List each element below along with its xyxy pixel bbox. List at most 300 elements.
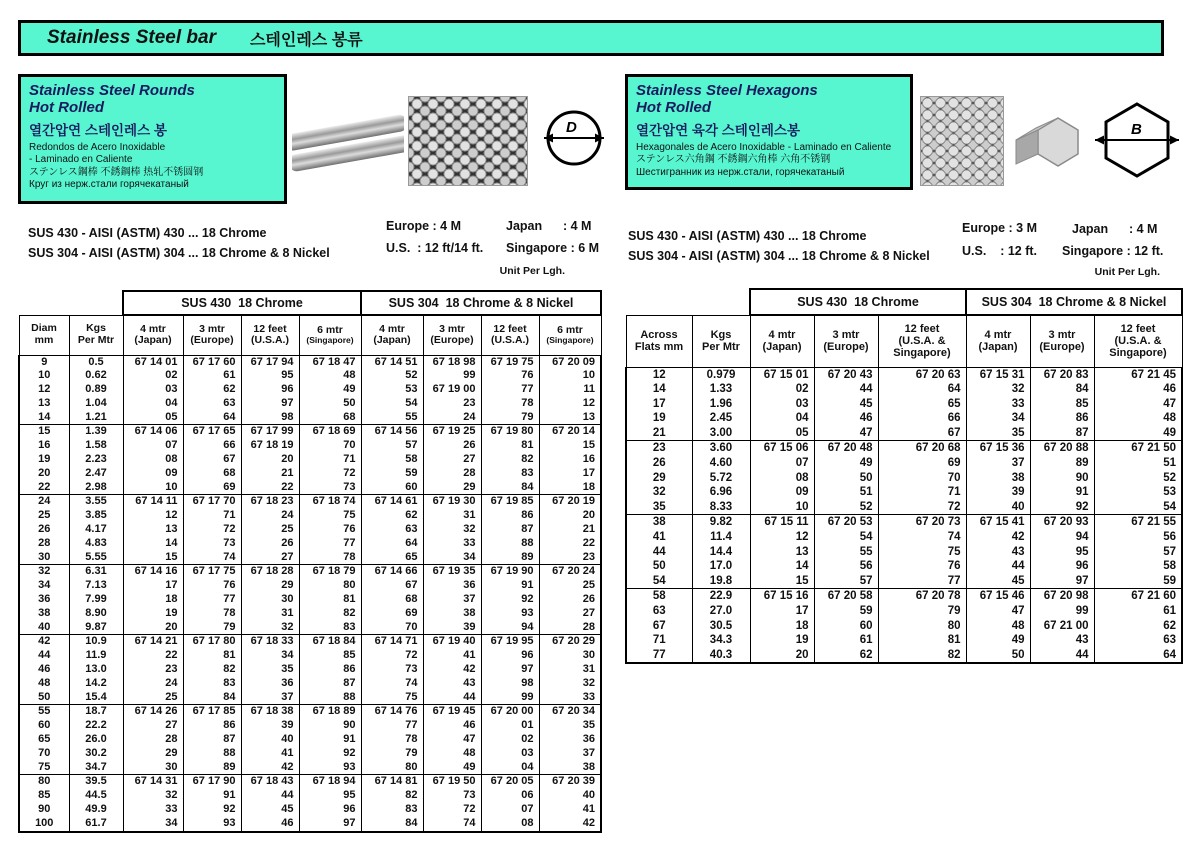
code-cell: 71 xyxy=(183,509,241,523)
code-cell: 19 xyxy=(750,633,814,648)
code-cell: 98 xyxy=(241,411,299,425)
diameter-letter: D xyxy=(566,119,577,136)
code-cell: 66 xyxy=(183,439,241,453)
code-cell: 67 17 70 xyxy=(183,495,241,509)
code-cell: 08 xyxy=(481,817,539,832)
code-cell: 67 15 41 xyxy=(966,515,1030,530)
hex-length-japan: Japan : 4 M xyxy=(1072,222,1158,236)
table-row xyxy=(626,456,1182,471)
code-cell: 67 18 89 xyxy=(299,705,361,719)
size-cell: 41 xyxy=(626,530,692,545)
code-cell: 53 xyxy=(1094,485,1182,500)
code-cell: 15 xyxy=(750,574,814,589)
code-cell: 55 xyxy=(361,411,423,425)
code-cell: 64 xyxy=(1094,648,1182,664)
code-cell: 33 xyxy=(423,537,481,551)
code-cell: 45 xyxy=(241,803,299,817)
code-cell: 95 xyxy=(241,369,299,383)
rounds-price-table xyxy=(18,290,602,833)
code-cell: 73 xyxy=(423,789,481,803)
code-cell: 35 xyxy=(241,663,299,677)
code-cell: 67 20 98 xyxy=(1030,589,1094,604)
code-cell: 87 xyxy=(481,523,539,537)
code-cell: 68 xyxy=(299,411,361,425)
header-blank xyxy=(19,291,123,315)
code-cell: 34 xyxy=(423,551,481,565)
weight-cell: 10.9 xyxy=(69,635,123,649)
code-cell: 28 xyxy=(123,733,183,747)
table-row xyxy=(19,593,601,607)
code-cell: 67 18 98 xyxy=(423,355,481,369)
table-row xyxy=(19,789,601,803)
code-cell: 22 xyxy=(539,537,601,551)
code-cell: 60 xyxy=(814,619,878,634)
code-cell: 67 18 43 xyxy=(241,775,299,789)
weight-cell: 1.21 xyxy=(69,411,123,425)
code-cell: 54 xyxy=(361,397,423,411)
code-cell: 33 xyxy=(539,691,601,705)
code-cell: 11 xyxy=(539,383,601,397)
code-cell: 91 xyxy=(1030,485,1094,500)
table-row xyxy=(19,761,601,775)
code-cell: 34 xyxy=(123,817,183,832)
weight-cell: 1.33 xyxy=(692,382,750,397)
code-cell: 67 20 93 xyxy=(1030,515,1094,530)
code-cell: 54 xyxy=(1094,500,1182,515)
code-cell: 70 xyxy=(878,471,966,486)
size-cell: 67 xyxy=(626,619,692,634)
code-cell: 77 xyxy=(481,383,539,397)
code-cell: 02 xyxy=(750,382,814,397)
rounds-title-kr: 열간압연 스테인레스 봉 xyxy=(29,122,167,138)
rounds-line-es2: - Laminado en Caliente xyxy=(29,154,133,165)
code-cell: 65 xyxy=(361,551,423,565)
code-cell: 51 xyxy=(1094,456,1182,471)
code-cell: 31 xyxy=(423,509,481,523)
code-cell: 67 19 80 xyxy=(481,425,539,439)
table-row xyxy=(626,559,1182,574)
code-cell: 67 20 34 xyxy=(539,705,601,719)
code-cell: 03 xyxy=(123,383,183,397)
code-cell: 10 xyxy=(750,500,814,515)
code-cell: 28 xyxy=(423,467,481,481)
code-cell: 67 20 24 xyxy=(539,565,601,579)
code-cell: 42 xyxy=(539,817,601,832)
code-cell: 77 xyxy=(183,593,241,607)
code-cell: 95 xyxy=(299,789,361,803)
code-cell: 72 xyxy=(423,803,481,817)
code-cell: 20 xyxy=(123,621,183,635)
code-cell: 67 14 21 xyxy=(123,635,183,649)
code-cell: 67 20 83 xyxy=(1030,367,1094,382)
code-cell: 67 21 00 xyxy=(1030,619,1094,634)
code-cell: 78 xyxy=(481,397,539,411)
code-cell: 23 xyxy=(539,551,601,565)
hex-bar-bundle-photo xyxy=(920,96,1004,186)
code-cell: 74 xyxy=(423,817,481,832)
size-cell: 44 xyxy=(626,545,692,560)
weight-cell: 13.0 xyxy=(69,663,123,677)
code-cell: 67 21 50 xyxy=(1094,441,1182,456)
column-header: Diam mm xyxy=(19,315,69,355)
weight-cell: 44.5 xyxy=(69,789,123,803)
column-header: 3 mtr (Europe) xyxy=(814,315,878,367)
weight-cell: 22.2 xyxy=(69,719,123,733)
code-cell: 67 17 65 xyxy=(183,425,241,439)
size-cell: 20 xyxy=(19,467,69,481)
code-cell: 37 xyxy=(423,593,481,607)
hex-bar-photo xyxy=(1010,102,1082,182)
code-cell: 09 xyxy=(123,467,183,481)
code-cell: 46 xyxy=(423,719,481,733)
size-cell: 30 xyxy=(19,551,69,565)
size-cell: 54 xyxy=(626,574,692,589)
table-row xyxy=(19,425,601,439)
size-cell: 32 xyxy=(626,485,692,500)
code-cell: 24 xyxy=(423,411,481,425)
code-cell: 67 15 31 xyxy=(966,367,1030,382)
size-cell: 34 xyxy=(19,579,69,593)
code-cell: 81 xyxy=(481,439,539,453)
code-cell: 49 xyxy=(1094,426,1182,441)
weight-cell: 2.45 xyxy=(692,411,750,426)
code-cell: 71 xyxy=(878,485,966,500)
code-cell: 44 xyxy=(1030,648,1094,664)
code-cell: 49 xyxy=(814,456,878,471)
code-cell: 67 14 76 xyxy=(361,705,423,719)
code-cell: 43 xyxy=(423,677,481,691)
code-cell: 53 xyxy=(361,383,423,397)
code-cell: 67 xyxy=(183,453,241,467)
code-cell: 67 18 38 xyxy=(241,705,299,719)
hex-subtitle: Hot Rolled xyxy=(636,99,711,117)
code-cell: 22 xyxy=(241,481,299,495)
code-cell: 09 xyxy=(750,485,814,500)
code-cell: 62 xyxy=(183,383,241,397)
code-cell: 63 xyxy=(183,397,241,411)
table-row xyxy=(19,565,601,579)
code-cell: 75 xyxy=(299,509,361,523)
weight-cell: 4.83 xyxy=(69,537,123,551)
rounds-title: Stainless Steel Rounds xyxy=(29,82,195,99)
code-cell: 37 xyxy=(539,747,601,761)
table-row xyxy=(19,551,601,565)
code-cell: 27 xyxy=(423,453,481,467)
banner-title-kr: 스테인레스 봉류 xyxy=(249,31,363,49)
code-cell: 94 xyxy=(1030,530,1094,545)
code-cell: 63 xyxy=(1094,633,1182,648)
code-cell: 73 xyxy=(183,537,241,551)
table-row xyxy=(19,369,601,383)
column-header: 4 mtr (Japan) xyxy=(123,315,183,355)
code-cell: 67 14 31 xyxy=(123,775,183,789)
size-cell: 77 xyxy=(626,648,692,664)
size-cell: 9 xyxy=(19,355,69,369)
code-cell: 98 xyxy=(481,677,539,691)
code-cell: 67 14 71 xyxy=(361,635,423,649)
code-cell: 18 xyxy=(123,593,183,607)
table-row xyxy=(19,411,601,425)
code-cell: 32 xyxy=(123,789,183,803)
code-cell: 64 xyxy=(361,537,423,551)
weight-cell: 0.979 xyxy=(692,367,750,382)
column-header: Across Flats mm xyxy=(626,315,692,367)
code-cell: 35 xyxy=(539,719,601,733)
code-cell: 99 xyxy=(1030,604,1094,619)
code-cell: 62 xyxy=(814,648,878,664)
table-row xyxy=(19,439,601,453)
table-row xyxy=(626,589,1182,604)
hex-spec-304: SUS 304 - AISI (ASTM) 304 ... 18 Chrome & 8 Nickel xyxy=(628,249,930,263)
code-cell: 47 xyxy=(814,426,878,441)
hexagons-price-table xyxy=(625,288,1183,664)
code-cell: 40 xyxy=(539,789,601,803)
size-cell: 26 xyxy=(626,456,692,471)
code-cell: 25 xyxy=(241,523,299,537)
code-cell: 73 xyxy=(361,663,423,677)
code-cell: 90 xyxy=(299,719,361,733)
code-cell: 92 xyxy=(481,593,539,607)
code-cell: 25 xyxy=(539,579,601,593)
code-cell: 69 xyxy=(878,456,966,471)
code-cell: 47 xyxy=(423,733,481,747)
code-cell: 67 20 88 xyxy=(1030,441,1094,456)
code-cell: 26 xyxy=(241,537,299,551)
code-cell: 83 xyxy=(299,621,361,635)
code-cell: 93 xyxy=(481,607,539,621)
code-cell: 25 xyxy=(123,691,183,705)
code-cell: 18 xyxy=(750,619,814,634)
size-cell: 65 xyxy=(19,733,69,747)
code-cell: 97 xyxy=(1030,574,1094,589)
size-cell: 60 xyxy=(19,719,69,733)
code-cell: 67 14 51 xyxy=(361,355,423,369)
code-cell: 28 xyxy=(539,621,601,635)
code-cell: 61 xyxy=(814,633,878,648)
code-cell: 89 xyxy=(183,761,241,775)
weight-cell: 34.3 xyxy=(692,633,750,648)
code-cell: 96 xyxy=(1030,559,1094,574)
code-cell: 67 19 85 xyxy=(481,495,539,509)
code-cell: 67 20 09 xyxy=(539,355,601,369)
column-header: 12 feet (U.S.A. & Singapore) xyxy=(1094,315,1182,367)
table-row xyxy=(19,621,601,635)
code-cell: 57 xyxy=(814,574,878,589)
table-row xyxy=(626,441,1182,456)
weight-cell: 11.9 xyxy=(69,649,123,663)
code-cell: 21 xyxy=(539,523,601,537)
code-cell: 43 xyxy=(1030,633,1094,648)
table-row xyxy=(19,607,601,621)
code-cell: 37 xyxy=(241,691,299,705)
code-cell: 67 19 40 xyxy=(423,635,481,649)
code-cell: 26 xyxy=(423,439,481,453)
rounds-info-box xyxy=(18,74,287,204)
code-cell: 67 18 47 xyxy=(299,355,361,369)
hex-spec-430: SUS 430 - AISI (ASTM) 430 ... 18 Chrome xyxy=(628,229,867,243)
weight-cell: 8.33 xyxy=(692,500,750,515)
weight-cell: 40.3 xyxy=(692,648,750,664)
code-cell: 07 xyxy=(123,439,183,453)
code-cell: 78 xyxy=(183,607,241,621)
code-cell: 80 xyxy=(361,761,423,775)
code-cell: 67 20 39 xyxy=(539,775,601,789)
code-cell: 38 xyxy=(423,607,481,621)
size-cell: 12 xyxy=(19,383,69,397)
size-cell: 17 xyxy=(626,397,692,412)
code-cell: 05 xyxy=(123,411,183,425)
code-cell: 39 xyxy=(241,719,299,733)
weight-cell: 14.2 xyxy=(69,677,123,691)
table-row xyxy=(626,485,1182,500)
code-cell: 72 xyxy=(361,649,423,663)
weight-cell: 39.5 xyxy=(69,775,123,789)
hex-title: Stainless Steel Hexagons xyxy=(636,82,818,99)
rounds-length-japan: Japan : 4 M xyxy=(506,219,592,233)
code-cell: 72 xyxy=(183,523,241,537)
round-bar-bundle-photo xyxy=(408,96,528,186)
table-row xyxy=(19,691,601,705)
code-cell: 34 xyxy=(241,649,299,663)
size-cell: 14 xyxy=(626,382,692,397)
code-cell: 91 xyxy=(481,579,539,593)
table-row xyxy=(19,523,601,537)
size-cell: 75 xyxy=(19,761,69,775)
size-cell: 19 xyxy=(626,411,692,426)
code-cell: 72 xyxy=(878,500,966,515)
code-cell: 92 xyxy=(183,803,241,817)
code-cell: 06 xyxy=(481,789,539,803)
code-cell: 83 xyxy=(481,467,539,481)
code-cell: 36 xyxy=(539,733,601,747)
code-cell: 92 xyxy=(1030,500,1094,515)
weight-cell: 3.85 xyxy=(69,509,123,523)
size-cell: 63 xyxy=(626,604,692,619)
code-cell: 33 xyxy=(123,803,183,817)
table-row xyxy=(19,635,601,649)
code-cell: 92 xyxy=(299,747,361,761)
code-cell: 07 xyxy=(481,803,539,817)
code-cell: 84 xyxy=(1030,382,1094,397)
code-cell: 22 xyxy=(123,649,183,663)
table-row xyxy=(19,509,601,523)
code-cell: 30 xyxy=(539,649,601,663)
code-cell: 85 xyxy=(299,649,361,663)
code-cell: 74 xyxy=(361,677,423,691)
code-cell: 68 xyxy=(361,593,423,607)
code-cell: 67 14 16 xyxy=(123,565,183,579)
column-header: 3 mtr (Europe) xyxy=(1030,315,1094,367)
code-cell: 58 xyxy=(1094,559,1182,574)
code-cell: 13 xyxy=(539,411,601,425)
table-row xyxy=(19,355,601,369)
code-cell: 86 xyxy=(481,509,539,523)
weight-cell: 4.60 xyxy=(692,456,750,471)
code-cell: 29 xyxy=(423,481,481,495)
code-cell: 27 xyxy=(123,719,183,733)
code-cell: 67 17 85 xyxy=(183,705,241,719)
code-cell: 76 xyxy=(183,579,241,593)
table-row xyxy=(19,397,601,411)
code-cell: 99 xyxy=(481,691,539,705)
code-cell: 42 xyxy=(423,663,481,677)
code-cell: 88 xyxy=(481,537,539,551)
code-cell: 85 xyxy=(1030,397,1094,412)
code-cell: 81 xyxy=(183,649,241,663)
code-cell: 67 20 43 xyxy=(814,367,878,382)
table-row xyxy=(19,705,601,719)
code-cell: 96 xyxy=(241,383,299,397)
code-cell: 91 xyxy=(299,733,361,747)
rounds-line-ru: Круг из нерж.стали горячекатаный xyxy=(29,179,189,190)
weight-cell: 26.0 xyxy=(69,733,123,747)
code-cell: 67 21 60 xyxy=(1094,589,1182,604)
column-header: 6 mtr (Singapore) xyxy=(299,315,361,355)
code-cell: 58 xyxy=(361,453,423,467)
code-cell: 67 15 06 xyxy=(750,441,814,456)
column-header: 4 mtr (Japan) xyxy=(361,315,423,355)
weight-cell: 0.5 xyxy=(69,355,123,369)
code-cell: 32 xyxy=(423,523,481,537)
size-cell: 100 xyxy=(19,817,69,832)
weight-cell: 2.47 xyxy=(69,467,123,481)
code-cell: 14 xyxy=(123,537,183,551)
table-row xyxy=(626,397,1182,412)
code-cell: 46 xyxy=(1094,382,1182,397)
code-cell: 78 xyxy=(361,733,423,747)
weight-cell: 0.62 xyxy=(69,369,123,383)
weight-cell: 1.39 xyxy=(69,425,123,439)
code-cell: 68 xyxy=(183,467,241,481)
code-cell: 67 19 30 xyxy=(423,495,481,509)
code-cell: 69 xyxy=(183,481,241,495)
size-cell: 35 xyxy=(626,500,692,515)
code-cell: 95 xyxy=(1030,545,1094,560)
code-cell: 96 xyxy=(299,803,361,817)
weight-cell: 15.4 xyxy=(69,691,123,705)
code-cell: 90 xyxy=(1030,471,1094,486)
hex-length-singapore: Singapore : 12 ft. xyxy=(1062,244,1164,258)
code-cell: 67 18 28 xyxy=(241,565,299,579)
code-cell: 08 xyxy=(750,471,814,486)
code-cell: 67 20 68 xyxy=(878,441,966,456)
code-cell: 67 19 35 xyxy=(423,565,481,579)
code-cell: 61 xyxy=(1094,604,1182,619)
rounds-length-singapore: Singapore : 6 M xyxy=(506,241,600,255)
code-cell: 37 xyxy=(966,456,1030,471)
table-row xyxy=(19,775,601,789)
code-cell: 67 15 46 xyxy=(966,589,1030,604)
code-cell: 30 xyxy=(123,761,183,775)
size-cell: 80 xyxy=(19,775,69,789)
code-cell: 74 xyxy=(878,530,966,545)
code-cell: 67 20 14 xyxy=(539,425,601,439)
size-cell: 85 xyxy=(19,789,69,803)
column-header: Kgs Per Mtr xyxy=(69,315,123,355)
code-cell: 44 xyxy=(966,559,1030,574)
weight-cell: 7.99 xyxy=(69,593,123,607)
weight-cell: 6.31 xyxy=(69,565,123,579)
weight-cell: 9.82 xyxy=(692,515,750,530)
size-cell: 32 xyxy=(19,565,69,579)
weight-cell: 1.96 xyxy=(692,397,750,412)
hex-line-es: Hexagonales de Acero Inoxidable - Laminado en Caliente xyxy=(636,141,892,153)
code-cell: 20 xyxy=(539,509,601,523)
rounds-length-europe: Europe : 4 M xyxy=(386,219,462,233)
table-row xyxy=(19,747,601,761)
code-cell: 67 20 19 xyxy=(539,495,601,509)
table-row xyxy=(19,649,601,663)
